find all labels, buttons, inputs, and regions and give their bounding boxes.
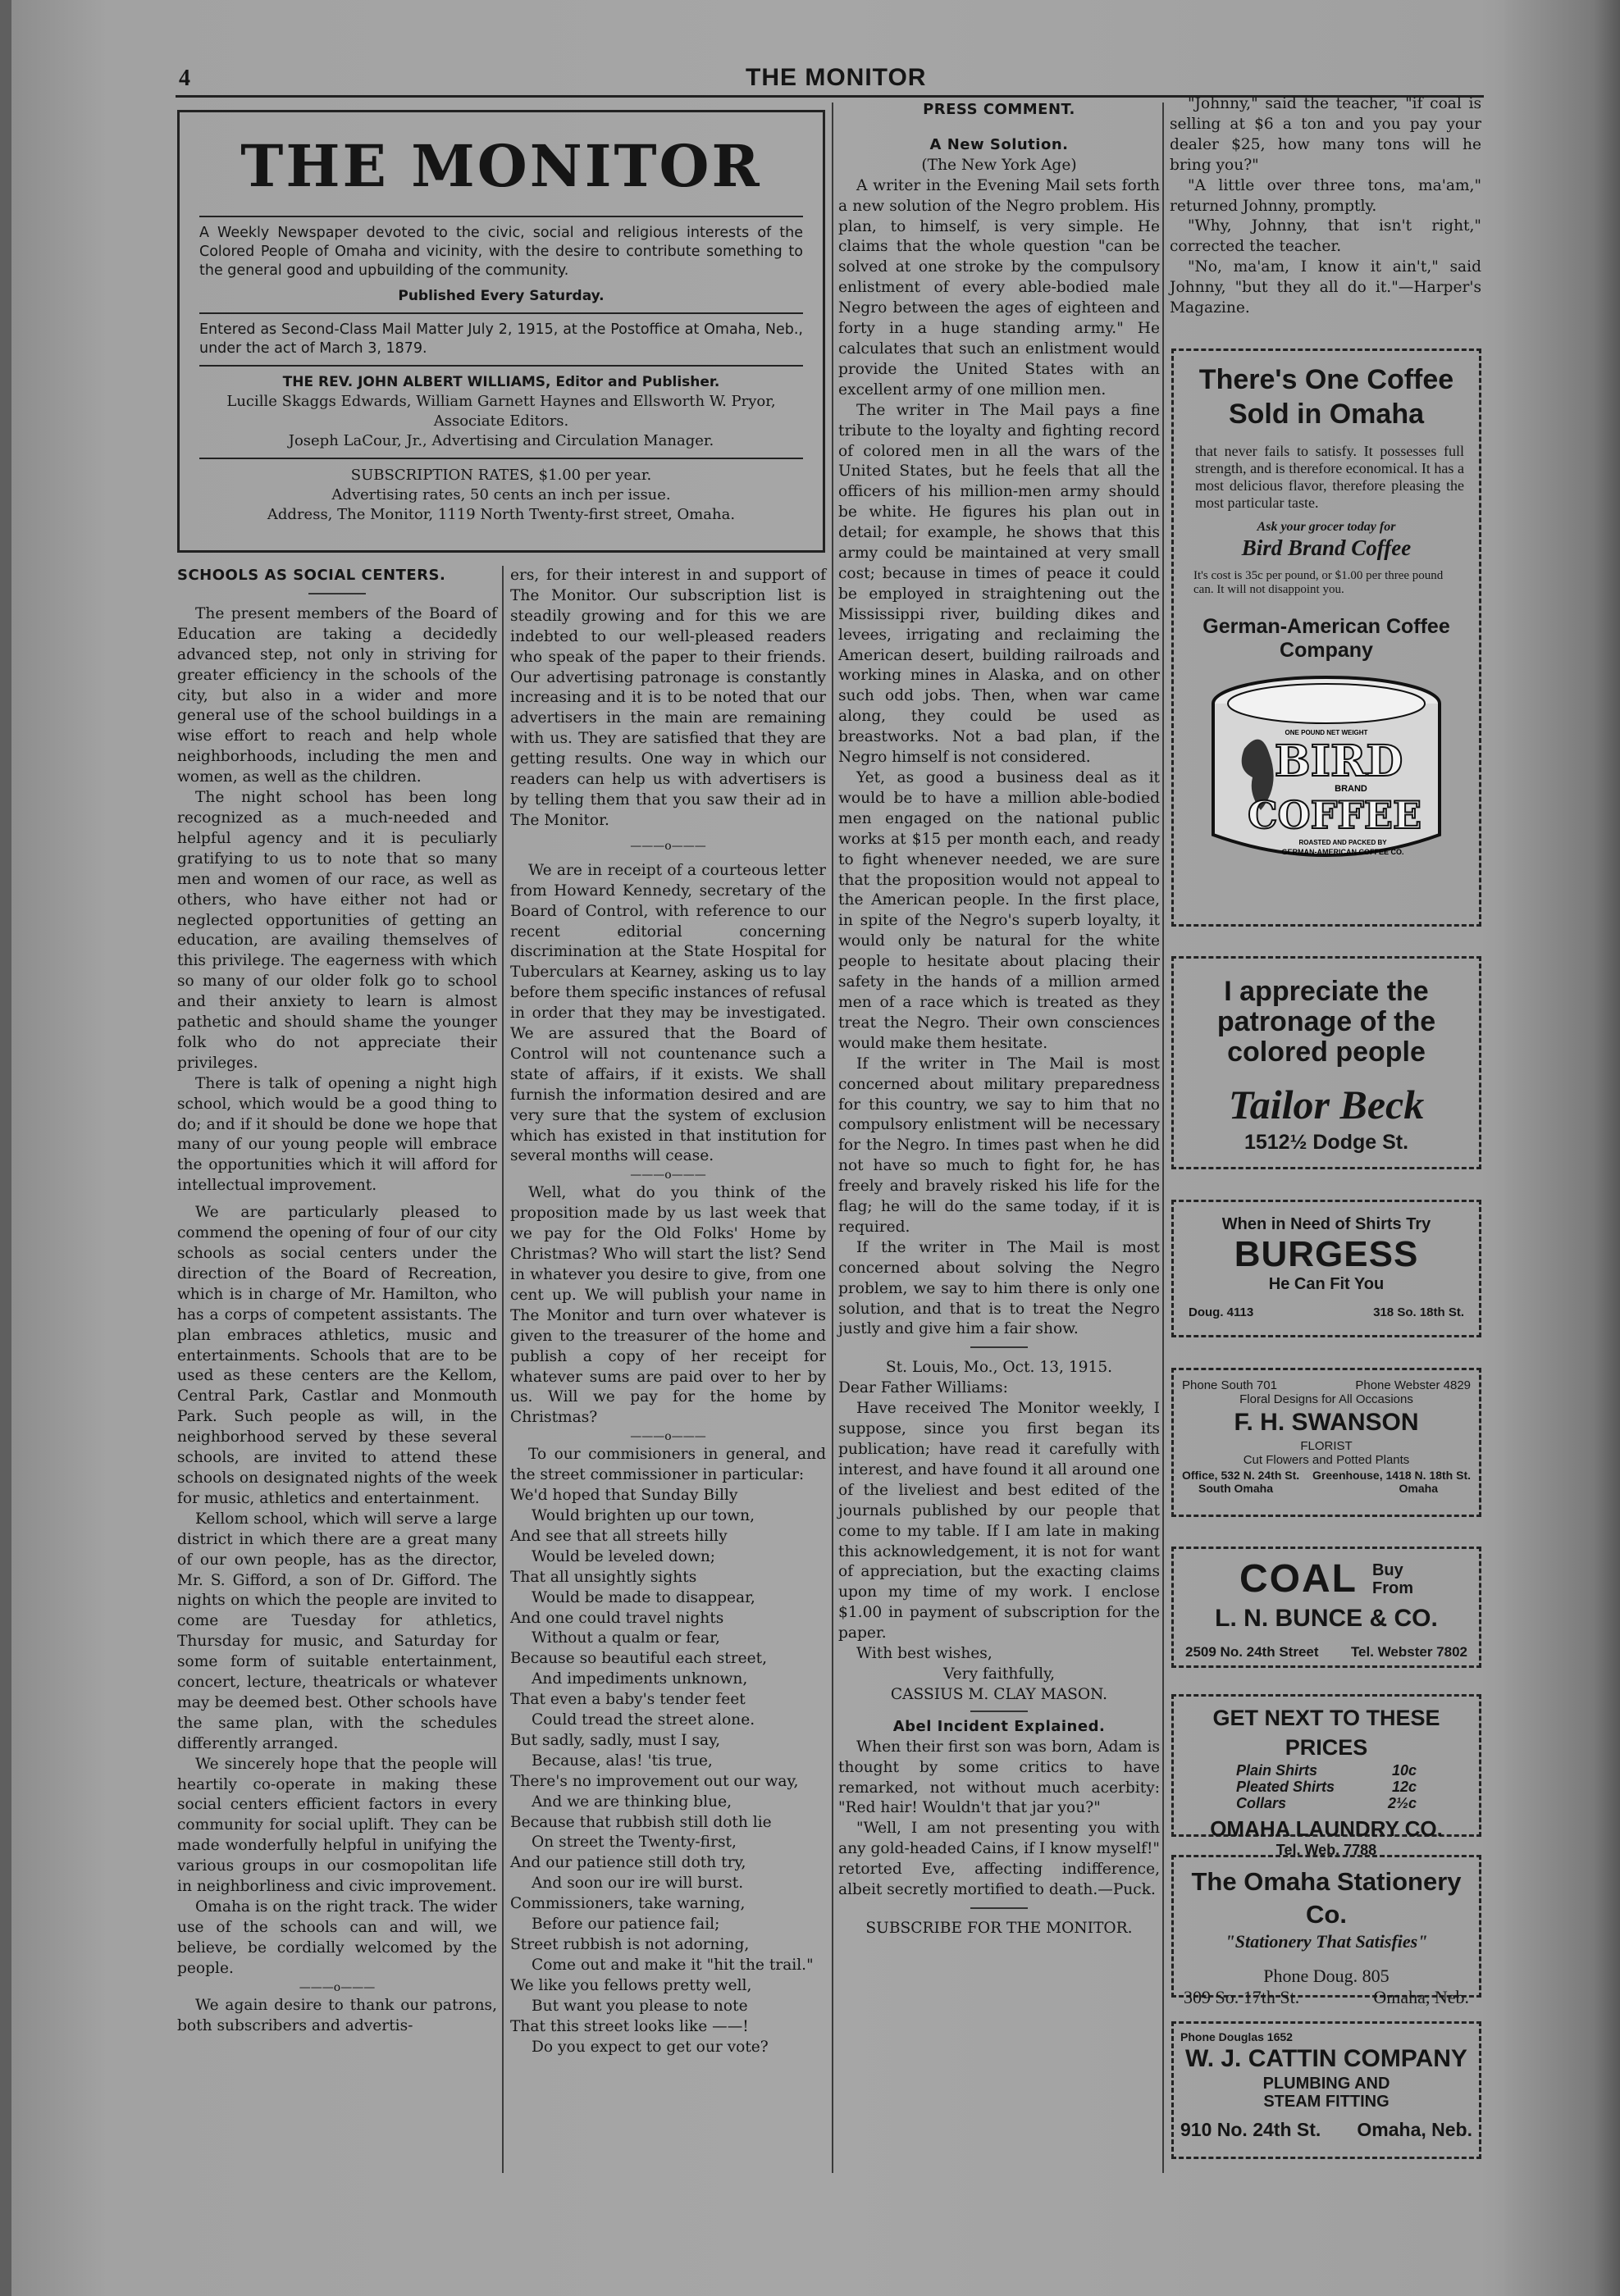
poem-line: Street rubbish is not adorning,	[510, 1936, 750, 1953]
ad-city: Omaha, Neb.	[1373, 1987, 1469, 2007]
ad-trade: STEAM FITTING	[1263, 2093, 1390, 2111]
column-rule	[502, 566, 504, 2173]
tailor-beck-advertisement	[1171, 956, 1481, 1169]
ad-phone: Tel. Webster 7802	[1350, 1644, 1467, 1660]
poem-line: Do you expect to get our vote?	[532, 2038, 769, 2056]
column-schools	[177, 566, 497, 2036]
ad-phone: Phone Douglas 1652	[1180, 2030, 1293, 2043]
paragraph: "A little over three tons, ma'am," returned Johnny, promptly.	[1170, 176, 1481, 215]
price-row	[1184, 1779, 1469, 1795]
masthead-published: Published Every Saturday.	[398, 288, 605, 304]
paragraph: Yet, as good a business deal as it would be to have a million able-bodied men engaged on the national public works at $15 per month each, and ready to fight whenever needed, we are sure that the proposition would not appeal to the American people. In the first place, in spite of the Negro's superb loyalty, it would only be natural for the white people to hesitate about placing their safety in the hands of a million armed men of a race which is treated as they treat the Negro. Their own consciences would make them hesitate.	[838, 769, 1160, 1052]
article-source: (The New York Age)	[921, 156, 1077, 174]
ad-tagline: Floral Designs for All Occasions	[1239, 1392, 1413, 1406]
poem-line: That all unsightly sights	[510, 1568, 697, 1586]
ad-phone: Phone South 701	[1182, 1378, 1277, 1392]
poem-line: On street the Twenty-first,	[532, 1834, 737, 1852]
ad-phone: Doug. 4113	[1189, 1305, 1254, 1319]
poem-line: Before our patience fail;	[532, 1916, 720, 1934]
ad-business-name: BURGESS	[1234, 1234, 1419, 1274]
can-brand-text: BRAND	[1335, 784, 1367, 794]
masthead-associates: Lucille Skaggs Edwards, William Garnett Haynes and Ellsworth W. Pryor, Associate Editors.	[226, 393, 776, 430]
paragraph: We are particularly pleased to commend the opening of four of our city schools as social centers under the direction of the Board of Recreation, which is in charge of Mr. Hamilton, who has a corps of competent assistants. The plan embraces athletics, music and entertainments. Schools that are to be used as these centers are the Kellom, Central Park, Castlar and Monmouth Park. Such people as will, in the neighborhood served by these several schools, are invited to attend these schools on designated nights of the week for music, athletics and entertainment.	[177, 1204, 497, 1507]
ad-tagline: "Stationery That Satisfies"	[1225, 1931, 1428, 1952]
poem-line: That this street looks like ——!	[510, 2017, 749, 2035]
masthead-ad-rates: Advertising rates, 50 cents an inch per issue.	[331, 486, 671, 503]
item-name: Plain Shirts	[1236, 1762, 1318, 1779]
letter-salutation: Dear Father Williams:	[838, 1379, 1008, 1397]
poem-line: We like you fellows pretty well,	[510, 1976, 752, 1994]
paragraph: "Why, Johnny, that isn't right," corrected the teacher.	[1170, 217, 1481, 256]
poem-line: Come out and make it "hit the trail."	[532, 1956, 814, 1974]
paragraph: "No, ma'am, I know it ain't," said Johnny, "but they all do it."—Harper's Magazine.	[1170, 258, 1481, 317]
poem-line: And our patience still doth try,	[510, 1854, 746, 1872]
column-press-comment	[838, 100, 1160, 1939]
poem-line: And see that all streets hilly	[510, 1527, 728, 1545]
masthead-entered: Entered as Second-Class Mail Matter July 2, 1915, at the Postoffice at Omaha, Neb., under the act of March 3, 1879.	[199, 321, 803, 357]
paragraph: A writer in the Evening Mail sets forth a new solution of the Negro problem. His plan, to himself, is very simple. He claims that the whole question "can be solved at one stroke by the compulsory enlistment of every able-bodied male Negro between the ages of eighteen and forty in a huge standing army." He calculates that such an enlistment would provide the United States with an excellent army of one million men.	[838, 176, 1160, 399]
ad-headline: There's One Coffee	[1198, 364, 1454, 395]
ad-headline: Sold in Omaha	[1228, 399, 1425, 430]
poem-line: Because, alas! 'tis true,	[532, 1752, 713, 1770]
poem-line: And we are thinking blue,	[532, 1793, 732, 1811]
ad-buy: Buy	[1371, 1561, 1403, 1579]
poem-line: And one could travel nights	[510, 1609, 724, 1627]
divider	[970, 1907, 1028, 1909]
divider	[199, 312, 803, 314]
cattin-plumbing-advertisement	[1171, 2021, 1481, 2159]
masthead-address: Address, The Monitor, 1119 North Twenty-first street, Omaha.	[267, 506, 736, 523]
swanson-florist-advertisement	[1171, 1368, 1481, 1517]
divider	[199, 365, 803, 367]
ad-headline: GET NEXT TO THESE PRICES	[1212, 1706, 1440, 1760]
ad-phone: Tel. Web. 7788	[1275, 1842, 1377, 1858]
poem-line: That even a baby's tender feet	[510, 1691, 746, 1709]
column-editorials	[510, 566, 826, 2057]
letter-date: St. Louis, Mo., Oct. 13, 1915.	[885, 1359, 1113, 1377]
can-bird-text: BIRD	[1274, 736, 1403, 786]
paragraph: When their first son was born, Adam is thought by some critics to have remarked, not without much acerbity: "Red hair! Wouldn't that jar you?"	[838, 1738, 1160, 1817]
section-heading: PRESS COMMENT.	[923, 101, 1075, 118]
ad-tagline: Cut Flowers and Potted Plants	[1243, 1453, 1410, 1467]
subscribe-notice: SUBSCRIBE FOR THE MONITOR.	[865, 1919, 1133, 1937]
paragraph: We are in receipt of a courteous letter from Howard Kennedy, secretary of the Board of Control, with reference to our recent editorial concerning discrimination at the State Hospital for Tuberculars at Kearney, asking us to lay before them specific instances of refusal in order that they may be investigated. We are assured that the Board of Control will not countenance such a state of affairs, if it exists. We shall furnish the information desired and are very sure that the system of exclusion which has existed in that institution for several months will cease.	[510, 861, 826, 1165]
masthead-editor: THE REV. JOHN ALBERT WILLIAMS, Editor and Publisher.	[282, 374, 720, 390]
newspaper-page	[11, 0, 1607, 2296]
paragraph: ers, for their interest in and support of The Monitor. Our subscription list is steadily growing and for this we are indebted to our well-pleased readers who speak of the paper to their friends. Our advertising patronage is constantly increasing and it is to be noted that our advertisers in the main are remaining with us. They are satisfied that they are getting results. One way in which our readers can help us with advertisers is by telling them that you saw their ad in The Monitor.	[510, 567, 826, 829]
ad-address: Greenhouse, 1418 N. 18th St.	[1312, 1469, 1471, 1482]
burgess-advertisement	[1171, 1200, 1481, 1337]
paragraph: There is talk of opening a night high school, which would be a good thing to do; and if it should be done we hope that many of our young people will embrace the opportunities which it will afford for intellectual improvement.	[177, 1074, 497, 1195]
running-title: THE MONITOR	[746, 64, 927, 91]
column-humor	[1170, 94, 1481, 319]
stationery-advertisement	[1171, 1855, 1481, 2007]
ad-address: 910 No. 24th St.	[1180, 2119, 1321, 2140]
letter-close: Very faithfully,	[942, 1665, 1056, 1683]
can-company-text: GERMAN-AMERICAN COFFEE CO.	[1281, 848, 1404, 856]
poem-line: And impediments unknown,	[532, 1670, 748, 1688]
divider	[970, 1711, 1028, 1712]
paragraph: If the writer in The Mail is most concerned about solving the Negro problem, we say to him there is only one solution, and that is to treat the Negro justly and give him a fair show.	[838, 1238, 1160, 1338]
ad-headline: When in Need of Shirts Try	[1221, 1215, 1431, 1233]
divider	[308, 593, 366, 594]
paragraph: Kellom school, which will serve a large district in which there are a great many of our own people, has as the director, Mr. S. Gifford, a son of Dr. Gifford. The nights on which the people are invited to come are Tuesday for athletics, Thursday for music, and Saturday for some form of suitable entertainment, concert, lecture, theatricals or whatever may be deemed best. Other schools have the same plan, with the schedules differently arranged.	[177, 1510, 497, 1752]
price-row	[1184, 1762, 1469, 1779]
ad-address: 309 So. 17th St.	[1184, 1987, 1300, 2007]
masthead-subscription: SUBSCRIPTION RATES, $1.00 per year.	[350, 467, 652, 484]
paragraph: "Johnny," said the teacher, "if coal is selling at $6 a ton and you pay your dealer $25, how many tons will he bring you?"	[1170, 95, 1481, 174]
ad-headline: COAL	[1239, 1557, 1358, 1601]
paragraph: Omaha is on the right track. The wider use of the schools can and will, we believe, be cordially welcomed by the people.	[177, 1898, 497, 1977]
poem-line: Could tread the street alone.	[532, 1711, 755, 1729]
ad-ask: Ask your grocer today for	[1257, 520, 1396, 534]
poem-line: We'd hoped that Sunday Billy	[510, 1487, 738, 1505]
can-weight-text: ONE POUND NET WEIGHT	[1285, 729, 1368, 736]
ad-phone: Phone Doug. 805	[1263, 1966, 1390, 1986]
masthead-advertising-manager: Joseph LaCour, Jr., Advertising and Circulation Manager.	[288, 432, 714, 449]
paragraph: "Well, I am not presenting you with any gold-headed Cains, if I know myself!" retorted Eve, affecting indifference, albeit secretly mortified to death.—Puck.	[838, 1820, 1160, 1899]
article-heading: Abel Incident Explained.	[892, 1717, 1106, 1735]
ad-address: 2509 No. 24th Street	[1185, 1644, 1319, 1660]
ad-trade: PLUMBING AND	[1262, 2075, 1390, 2093]
ad-business-name: The Omaha Stationery Co.	[1191, 1867, 1462, 1929]
paragraph: The present members of the Board of Education are taking a decidedly advanced step, not only in striving for greater efficiency in the schools of the city, but also in a wider and more general use of the school buildings in a wise effort to reach and help whole neighborhoods, including the men and women, as well as the children.	[177, 604, 497, 786]
ad-phone: Phone Webster 4829	[1355, 1378, 1471, 1392]
paragraph: Well, what do you think of the proposition made by us last week that we pay for the Old Folks' Home by Christmas? Who will start the list? Send in whatever you desire to give, from one cent up. We will publish your name in The Monitor and turn over whatever is given to the treasurer of the home and publish a copy of her receipt for whatever sums are paid over to her by us. Will we pay for the home by Christmas?	[510, 1184, 826, 1427]
ad-brand: Bird Brand Coffee	[1241, 535, 1412, 560]
ad-address: 318 So. 18th St.	[1373, 1305, 1464, 1319]
item-price: 2½c	[1387, 1795, 1417, 1811]
poem-line: But want you please to note	[532, 1997, 748, 2015]
ad-business-name: OMAHA LAUNDRY CO.	[1210, 1816, 1443, 1841]
poem	[510, 1486, 826, 2057]
poem-line: And soon our ire will burst.	[532, 1875, 744, 1893]
letter-body: Have received The Monitor weekly, I suppose, since you first began its publication; have read it carefully with interest, and have found it all around one of the liveliest and best edited of the journals published by our people that come to my table. If I am late in making this acknowledgement, it is not for want of appreciation, but the exacting claims upon my time of my work. I enclose $1.00 in payment of subscription for the paper.	[838, 1400, 1160, 1642]
letter-wishes: With best wishes,	[856, 1645, 993, 1663]
coffee-can-illustration	[1203, 671, 1449, 876]
ad-from: From	[1371, 1579, 1413, 1597]
article-heading: A New Solution.	[929, 135, 1069, 153]
ad-title: FLORIST	[1300, 1439, 1353, 1453]
can-coffee-text: COFFEE	[1247, 793, 1422, 837]
masthead-description: A Weekly Newspaper devoted to the civic, social and religious interests of the Colored People of Omaha and vicinity, with the desire to contribute something to the general good and upbuilding of the community.	[199, 225, 803, 279]
column-rule	[1162, 102, 1164, 2173]
letter-signature: CASSIUS M. CLAY MASON.	[890, 1685, 1108, 1703]
article-heading: SCHOOLS AS SOCIAL CENTERS.	[177, 567, 446, 584]
ad-tagline: He Can Fit You	[1268, 1275, 1385, 1293]
poem-line: Would be made to disappear,	[532, 1588, 755, 1606]
ad-city: South Omaha	[1198, 1482, 1274, 1495]
paragraph: We sincerely hope that the people will heartily co-operate in making these social centers efficient factors in every community for social uplift. They can be made wonderfully helpful in unifying the various groups in our cosmopolitan life in neighborliness and civic improvement.	[177, 1755, 497, 1896]
ad-price: It's cost is 35c per pound, or $1.00 per three pound can. It will not disappoint you.	[1193, 569, 1444, 596]
paragraph: We again desire to thank our patrons, both subscribers and advertis-	[177, 1996, 497, 2034]
ad-city: Omaha	[1399, 1482, 1438, 1495]
poem-line: But sadly, sadly, must I say,	[510, 1731, 721, 1749]
ad-headline: colored people	[1227, 1036, 1426, 1068]
laundry-advertisement	[1171, 1694, 1481, 1858]
poem-line: Would brighten up our town,	[532, 1506, 755, 1524]
separator: ———o———	[630, 1430, 706, 1444]
ad-business-name: L. N. BUNCE & CO.	[1215, 1605, 1438, 1632]
divider	[199, 216, 803, 217]
ad-business-name: Tailor Beck	[1228, 1082, 1425, 1128]
separator: ———o———	[630, 1168, 706, 1182]
separator: ———o———	[630, 839, 706, 853]
ad-address: 1512½ Dodge St.	[1244, 1131, 1409, 1154]
poem-line: Commissioners, take warning,	[510, 1895, 746, 1913]
paragraph: The writer in The Mail pays a fine tribute to the loyalty and fighting record of colored men in all the wars of the United States, but he feels that all the officers of his million-men army should be white. He figures his plan out in detail; for example, he shows that this army could be maintained at very small cost; because in times of peace it could be employed in straightening out the Mississippi river, building dikes and levees, irrigating and reclaiming the American desert, building railroads and working mines in Alaska, and on other such odd jobs. Then, when war came along, they could be used as breastworks. Not a bad plan, if the Negro himself is not considered.	[838, 401, 1160, 767]
coal-advertisement	[1171, 1547, 1481, 1668]
ad-headline: patronage of the	[1216, 1006, 1436, 1037]
price-list	[1184, 1762, 1469, 1811]
masthead-box	[177, 110, 825, 553]
item-name: Collars	[1236, 1795, 1287, 1811]
can-roasted-text: ROASTED AND PACKED BY	[1298, 839, 1387, 846]
divider	[199, 458, 803, 459]
coffee-advertisement	[1171, 348, 1481, 927]
ad-city: Omaha, Neb.	[1357, 2119, 1472, 2140]
ad-address: Office, 532 N. 24th St.	[1182, 1469, 1300, 1482]
ad-business-name: F. H. SWANSON	[1234, 1409, 1419, 1436]
price-row	[1184, 1795, 1469, 1811]
poem-line: Would be leveled down;	[532, 1547, 716, 1565]
item-price: 12c	[1391, 1779, 1417, 1795]
separator: ———o———	[299, 1980, 376, 1994]
page-number: 4	[179, 66, 190, 91]
paragraph: If the writer in The Mail is most concerned about military preparedness for this country, we say to him that no compulsory enlistment will be necessary for the Negro. In times past when he did not have so much to fight for, he has freely and bravely risked his life for the flag; he will do the same today, if it is required.	[838, 1055, 1160, 1236]
ad-business-name: W. J. CATTIN COMPANY	[1185, 2045, 1467, 2072]
paragraph: To our commisioners in general, and the street commissioner in particular:	[510, 1446, 826, 1484]
item-price: 10c	[1391, 1762, 1417, 1779]
masthead-title: THE MONITOR	[240, 132, 762, 200]
poem-line: Because so beautiful each street,	[510, 1650, 768, 1668]
divider	[970, 1346, 1028, 1348]
column-rule	[832, 102, 833, 2173]
poem-line: Without a qualm or fear,	[532, 1629, 720, 1647]
item-name: Pleated Shirts	[1236, 1779, 1335, 1795]
poem-line: There's no improvement out our way,	[510, 1772, 799, 1790]
ad-headline: I appreciate the	[1224, 976, 1429, 1007]
ad-company: German-American Coffee Company	[1202, 615, 1450, 662]
paragraph: The night school has been long recognized as a much-needed and helpful agency and it is peculiarly gratifying to us to note that so many men and women of our race, as well as others, who have either not had or neglected opportunities of getting an education, are availing themselves of this privilege. The eagerness with which so many of our older folk go to school and their anxiety to learn is almost pathetic and should shame the younger folk who do not appreciate their privileges.	[177, 789, 497, 1072]
page-edge	[1504, 0, 1620, 2296]
poem-line: Because that rubbish still doth lie	[510, 1813, 772, 1831]
ad-body: that never fails to satisfy. It possesses full strength, and is therefore economical. It has a most delicious flavor, therefore pleasing the most particular taste.	[1195, 443, 1464, 511]
